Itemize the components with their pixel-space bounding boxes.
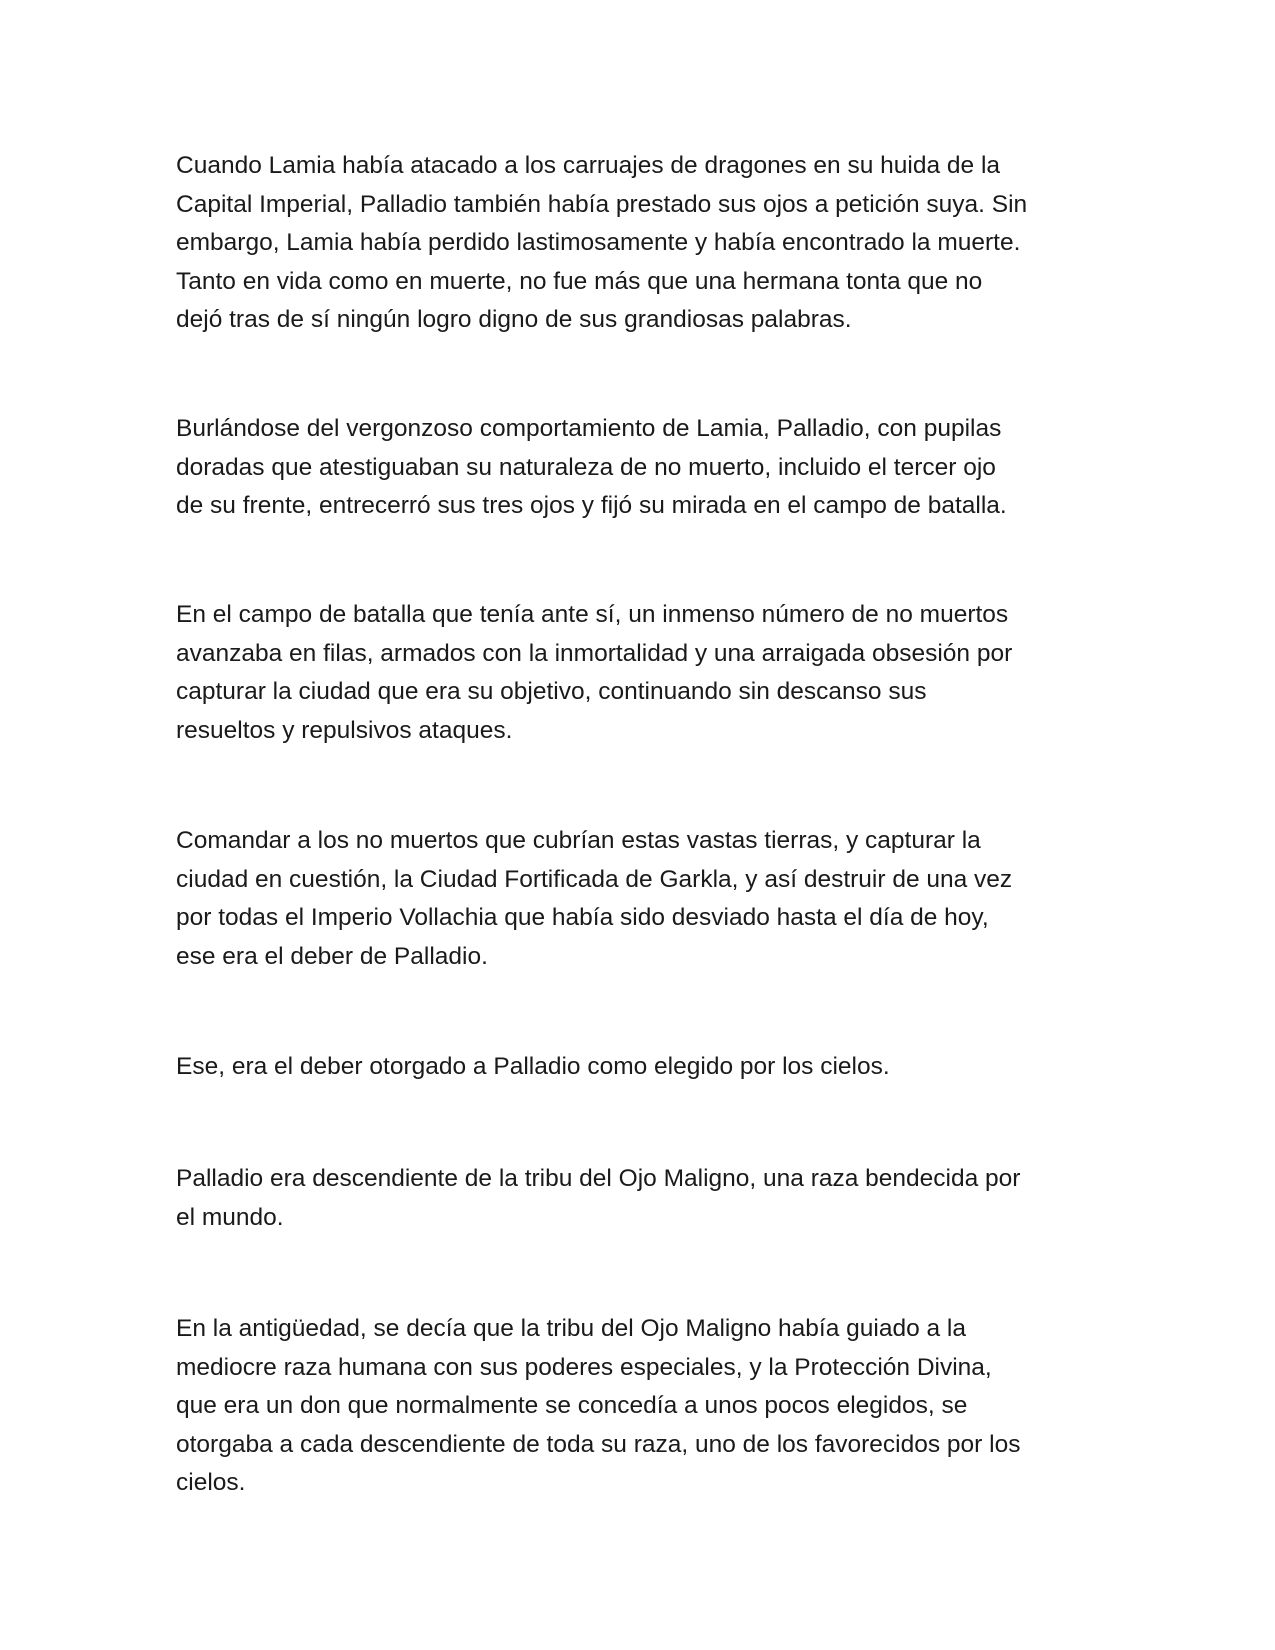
paragraph-5 [176,1048,1096,1087]
text-line: capturar la ciudad que era su objetivo, continuando sin descanso sus [176,678,927,705]
paragraph-7 [176,1310,1096,1503]
paragraph-6 [176,1160,1096,1237]
text-line: de su frente, entrecerró sus tres ojos y fijó su mirada en el campo de batalla. [176,492,1007,519]
text-line: En el campo de batalla que tenía ante sí, un inmenso número de no muertos [176,601,1009,628]
text-line: ese era el deber de Palladio. [176,942,488,970]
text-line: Palladio era descendiente de la tribu del Ojo Maligno, una raza bendecida por [176,1165,1021,1192]
text-line: Cuando Lamia había atacado a los carruajes de dragones en su huida de la [176,152,1001,179]
text-line: embargo, Lamia había perdido lastimosamente y había encontrado la muerte. [176,229,1021,256]
text-line: que era un don que normalmente se concedía a unos pocos elegidos, se [176,1392,968,1419]
text-line: el mundo. [176,1203,284,1231]
text-line: resueltos y repulsivos ataques. [176,716,513,744]
text-line: por todas el Imperio Vollachia que había sido desviado hasta el día de hoy, [176,904,989,931]
text-line: mediocre raza humana con sus poderes especiales, y la Protección Divina, [176,1353,992,1381]
text-line: otorgaba a cada descendiente de toda su raza, uno de los favorecidos por los [176,1430,1021,1458]
paragraph-2 [176,410,1096,526]
text-line: ciudad en cuestión, la Ciudad Fortificada de Garkla, y así destruir de una vez [176,865,1013,893]
text-line: Burlándose del vergonzoso comportamiento de Lamia, Palladio, con pupilas [176,415,1002,442]
paragraph-3 [176,596,1096,750]
text-line: Ese, era el deber otorgado a Palladio como elegido por los cielos. [176,1053,890,1080]
text-line: dejó tras de sí ningún logro digno de sus grandiosas palabras. [176,306,852,333]
text-line: Capital Imperial, Palladio también había prestado sus ojos a petición suya. Sin [176,190,1028,218]
text-line: Tanto en vida como en muerte, no fue más que una hermana tonta que no [176,267,983,295]
text-line: doradas que atestiguaban su naturaleza de no muerto, incluido el tercer ojo [176,453,996,481]
paragraph-4 [176,822,1096,976]
paragraph-1 [176,147,1096,340]
text-line: Comandar a los no muertos que cubrían estas vastas tierras, y capturar la [176,827,981,854]
text-line: En la antigüedad, se decía que la tribu del Ojo Maligno había guiado a la [176,1315,967,1342]
text-line: cielos. [176,1469,246,1496]
text-line: avanzaba en filas, armados con la inmortalidad y una arraigada obsesión por [176,639,1013,667]
